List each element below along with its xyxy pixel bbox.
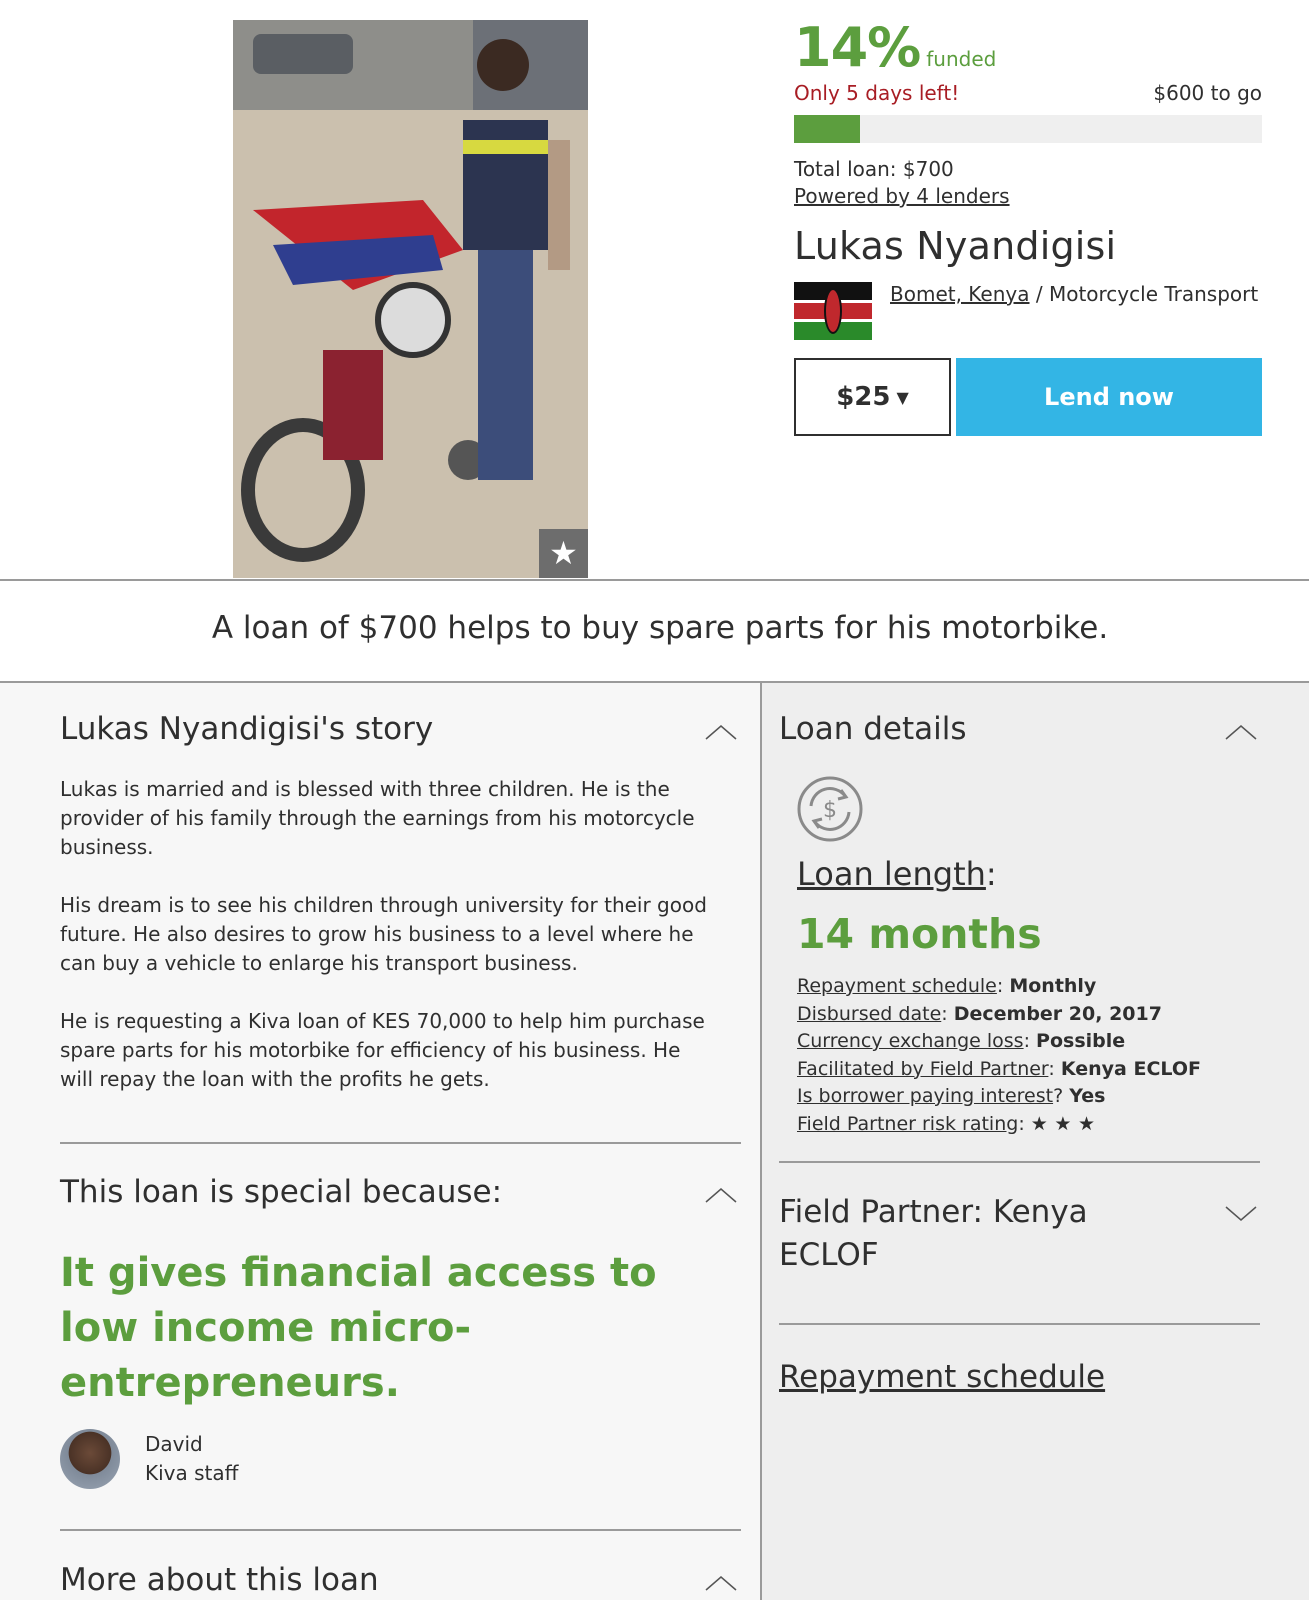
borrower-name: Lukas Nyandigisi [794, 224, 1117, 268]
svg-text:$: $ [823, 798, 837, 823]
detail-sep: : [941, 1002, 954, 1025]
funded-label: funded [926, 47, 997, 71]
staff-name: David [145, 1432, 203, 1456]
location-sector [890, 280, 1258, 340]
detail-key-link[interactable]: Repayment schedule [797, 975, 997, 997]
detail-value: Yes [1069, 1085, 1106, 1107]
detail-row [797, 1083, 1201, 1111]
detail-key-link[interactable]: Disbursed date [797, 1002, 942, 1025]
amount-to-go: $600 to go [1153, 81, 1262, 105]
total-loan: Total loan: $700 [794, 157, 954, 181]
detail-key-link[interactable]: Currency exchange loss [797, 1030, 1024, 1052]
lend-now-button[interactable]: Lend now [956, 358, 1262, 436]
funded-percent: 14% [794, 16, 921, 79]
chevron-down-icon[interactable] [1225, 1205, 1257, 1223]
lenders-link[interactable]: Powered by 4 lenders [794, 184, 1010, 208]
risk-rating-stars: ★ ★ ★ [1030, 1112, 1096, 1135]
detail-row [797, 1028, 1201, 1056]
detail-row [797, 1001, 1201, 1029]
loan-length-value: 14 months [797, 910, 1042, 958]
divider [60, 1142, 741, 1144]
special-text: It gives financial access to low income micro-entrepreneurs. [60, 1250, 657, 1406]
loan-details-heading: Loan details [779, 711, 967, 747]
detail-sep: ? [1053, 1085, 1070, 1107]
divider [0, 579, 1309, 581]
detail-sep: : [1048, 1057, 1061, 1080]
detail-value: December 20, 2017 [953, 1002, 1162, 1025]
chevron-up-icon[interactable] [1225, 723, 1257, 741]
detail-sep: : [1018, 1112, 1031, 1135]
story-text [60, 775, 710, 1123]
funding-progress-fill [794, 115, 860, 143]
photo-illustration [233, 20, 588, 578]
kenya-flag-icon [794, 282, 872, 340]
story-paragraph: His dream is to see his children through university for their good future. He also desires to grow his business to a level where he can buy a vehicle to enlarge his transport business. [60, 893, 707, 975]
borrower-photo [233, 20, 588, 578]
story-paragraph: Lukas is married and is blessed with three children. He is the provider of his family through the earnings from his motorcycle business. [60, 777, 695, 859]
detail-key-link[interactable]: Field Partner risk rating [797, 1112, 1019, 1135]
detail-sep: : [1023, 1030, 1037, 1052]
repayment-schedule-link[interactable]: Repayment schedule [779, 1359, 1106, 1395]
loan-length-label: Loan length: [797, 855, 997, 893]
chevron-up-icon[interactable] [705, 1574, 737, 1592]
divider [60, 1529, 741, 1531]
divider [779, 1323, 1260, 1325]
sector-label: Motorcycle Transport [1048, 282, 1259, 306]
detail-key-link[interactable]: Facilitated by Field Partner [797, 1057, 1049, 1080]
caret-down-icon: ▼ [896, 387, 909, 407]
detail-sep: : [996, 975, 1010, 997]
staff-role: Kiva staff [145, 1461, 239, 1485]
detail-row [797, 1111, 1201, 1139]
divider [779, 1161, 1260, 1163]
detail-value: Kenya ECLOF [1060, 1057, 1201, 1080]
location-separator: / [1029, 282, 1049, 306]
days-left: Only 5 days left! [794, 81, 960, 105]
story-column [0, 683, 760, 1600]
chevron-up-icon[interactable] [705, 1186, 737, 1204]
funding-panel [794, 16, 1262, 436]
lend-amount-select[interactable] [794, 358, 951, 436]
special-heading: This loan is special because: [60, 1174, 503, 1210]
loan-length-link[interactable]: Loan length [797, 855, 986, 893]
favorite-star-button[interactable]: ★ [539, 529, 588, 578]
detail-row [797, 1056, 1201, 1084]
location-link[interactable]: Bomet, Kenya [890, 282, 1030, 306]
more-heading: More about this loan [60, 1562, 379, 1598]
field-partner-heading: Field Partner: Kenya ECLOF [779, 1194, 1088, 1273]
detail-value: Possible [1036, 1030, 1126, 1052]
lend-amount-value: $25 [836, 382, 891, 412]
loan-cycle-dollar-icon [797, 776, 863, 842]
funding-progress-bar [794, 115, 1262, 143]
details-column [762, 683, 1309, 1600]
story-heading: Lukas Nyandigisi's story [60, 711, 434, 747]
detail-row [797, 973, 1201, 1001]
detail-key-link[interactable]: Is borrower paying interest [797, 1085, 1054, 1107]
avatar [60, 1429, 120, 1489]
detail-value: Monthly [1009, 975, 1097, 997]
loan-details-list [797, 973, 1201, 1138]
staff-attribution [60, 1429, 238, 1489]
loan-summary: A loan of $700 helps to buy spare parts for his motorbike. [211, 610, 1109, 646]
story-paragraph: He is requesting a Kiva loan of KES 70,000 to help him purchase spare parts for his motorbike for efficiency of his business. He will repay the loan with the profits he gets. [60, 1009, 705, 1091]
chevron-up-icon[interactable] [705, 723, 737, 741]
